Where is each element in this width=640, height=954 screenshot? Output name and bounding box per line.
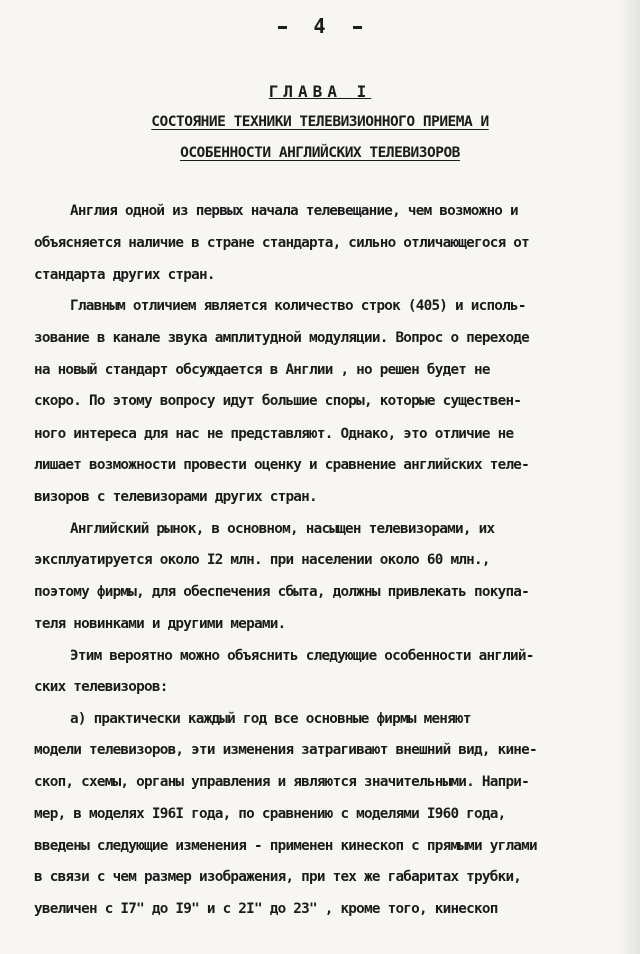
left-dash (278, 26, 287, 29)
body-line: стандарта других стран. (34, 267, 215, 283)
title-line-2: ОСОБЕННОСТИ АНГЛИЙСКИХ ТЕЛЕВИЗОРОВ (180, 145, 460, 161)
body-line: мер, в моделях I96I года, по сравнению с моделями I960 года, (34, 806, 506, 822)
body-line: в связи с чем размер изображения, при тех же габаритах трубки, (34, 869, 522, 885)
body-line: Английский рынок, в основном, насыщен телевизорами, их (70, 521, 495, 537)
body-line: введены следующие изменения - применен кинескоп с прямыми углами (34, 838, 537, 854)
body-line: объясняется наличие в стране стандарта, сильно отличающегося от (34, 235, 530, 251)
body-line: зование в канале звука амплитудной модуляции. Вопрос о переходе (34, 330, 530, 346)
body-line: визоров с телевизорами других стран. (34, 489, 317, 505)
body-line: а) практически каждый год все основные фирмы меняют (70, 711, 471, 727)
right-dash (353, 26, 362, 29)
body-line: теля новинками и другими мерами. (34, 616, 286, 632)
body-line: на новый стандарт обсуждается в Англии , но решен будет не (34, 362, 490, 378)
body-line: увеличен с I7" до I9" и с 2I" до 23" , кроме того, кинескоп (34, 901, 498, 917)
body-line: Этим вероятно можно объяснить следующие особенности англий- (70, 648, 534, 664)
page-number-line (0, 14, 640, 38)
page-number: 4 (313, 14, 327, 38)
body-line: Англия одной из первых начала телевещание, чем возможно и (70, 203, 518, 219)
title-line-1: СОСТОЯНИЕ ТЕХНИКИ ТЕЛЕВИЗИОННОГО ПРИЕМА И (151, 114, 489, 130)
body-line: поэтому фирмы, для обеспечения сбыта, должны привлекать покупа- (34, 584, 530, 600)
body-line: ских телевизоров: (34, 679, 168, 695)
body-line: лишает возможности провести оценку и сравнение английских теле- (34, 457, 530, 473)
body-line: эксплуатируется около I2 млн. при населении около 60 млн., (34, 552, 490, 568)
body-line: скоп, схемы, органы управления и являются значительными. Напри- (34, 774, 530, 790)
body-line: ного интереса для нас не представляют. Однако, это отличие не (34, 426, 514, 442)
body-line: модели телевизоров, эти изменения затрагивают внешний вид, кине- (34, 742, 537, 758)
chapter-heading: ГЛАВА I (268, 82, 372, 101)
body-line: Главным отличием является количество строк (405) и исполь- (70, 298, 526, 314)
body-line: скоро. По этому вопросу идут большие споры, которые существен- (34, 393, 522, 409)
